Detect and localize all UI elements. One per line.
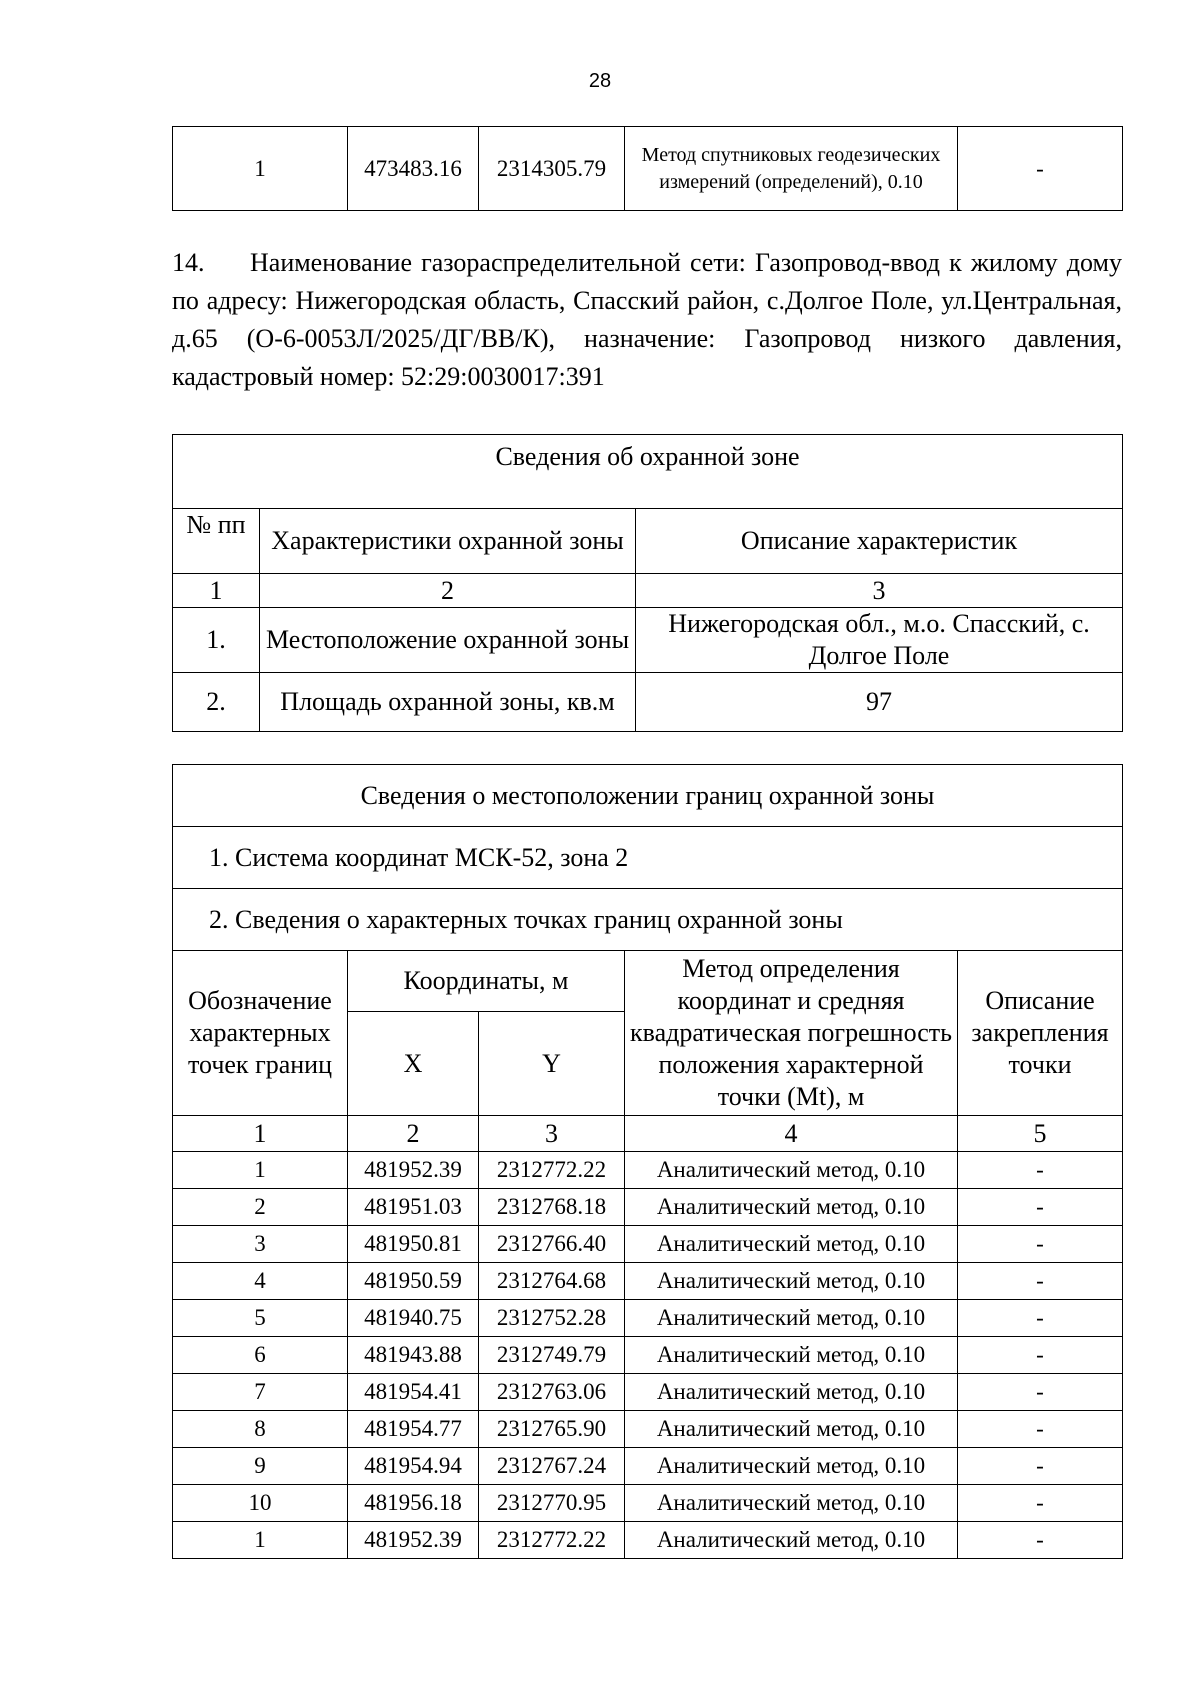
column-number-row (173, 1116, 1123, 1152)
x-cell: 481954.94 (348, 1448, 479, 1485)
header-row (173, 509, 1123, 574)
y-cell: 2312763.06 (479, 1374, 625, 1411)
fixing-cell: - (958, 1300, 1123, 1337)
column-number-row (173, 574, 1123, 608)
fixing-cell: - (958, 1226, 1123, 1263)
page-number: 28 (588, 70, 612, 92)
table-row (173, 1263, 1123, 1300)
method-cell: Метод спутниковых геодезических измерений (определений), 0.10 (625, 127, 958, 211)
column-number: 3 (479, 1116, 625, 1152)
method-cell: Аналитический метод, 0.10 (625, 1522, 958, 1559)
y-cell: 2312765.90 (479, 1411, 625, 1448)
column-number: 5 (958, 1116, 1123, 1152)
x-cell: 481943.88 (348, 1337, 479, 1374)
row-name: Местоположение охранной зоны (260, 608, 636, 673)
x-cell: 481952.39 (348, 1152, 479, 1189)
fixing-cell: - (958, 1337, 1123, 1374)
point-cell: 4 (173, 1263, 348, 1300)
section-text: Наименование газораспределительной сети: Газопровод-ввод к жилому дому по адресу: Нижегородская область, Спасский район, с.Долгое Поле, ул.Центральная, д.65 (О-6-0053Л/2025/ДГ/ВВ/К), назначение: Газопровод низкого давления, кадастровый номер: 52:29:0030017:391 (172, 248, 1122, 391)
point-cell: 1 (173, 127, 348, 211)
column-number: 4 (625, 1116, 958, 1152)
column-number: 2 (260, 574, 636, 608)
point-cell: 10 (173, 1485, 348, 1522)
fixing-cell: - (958, 1522, 1123, 1559)
table-row (173, 1448, 1123, 1485)
row-value: 97 (636, 673, 1123, 732)
fixing-cell: - (958, 1374, 1123, 1411)
y-cell: 2312764.68 (479, 1263, 625, 1300)
y-cell: 2312772.22 (479, 1152, 625, 1189)
column-number: 2 (348, 1116, 479, 1152)
table-row (173, 1411, 1123, 1448)
x-cell: 481954.41 (348, 1374, 479, 1411)
point-cell: 1 (173, 1522, 348, 1559)
header-row (173, 951, 1123, 1012)
fixing-cell: - (958, 1189, 1123, 1226)
header-fixing: Описание закрепления точки (958, 951, 1123, 1116)
fixing-cell: - (958, 1152, 1123, 1189)
x-cell: 481951.03 (348, 1189, 479, 1226)
points-title: 2. Сведения о характерных точках границ охранной зоны (173, 889, 1123, 951)
x-cell: 481954.77 (348, 1411, 479, 1448)
table-row (173, 127, 1123, 211)
table-row (173, 1337, 1123, 1374)
section-number: 14. (172, 248, 205, 277)
y-cell: 2312770.95 (479, 1485, 625, 1522)
method-cell: Аналитический метод, 0.10 (625, 1374, 958, 1411)
header-y: Y (479, 1012, 625, 1116)
y-cell: 2312749.79 (479, 1337, 625, 1374)
section-paragraph (172, 244, 1122, 396)
y-cell: 2312772.22 (479, 1522, 625, 1559)
row-value: Нижегородская обл., м.о. Спасский, с. Долгое Поле (636, 608, 1123, 673)
table-row (173, 1485, 1123, 1522)
header-x: X (348, 1012, 479, 1116)
row-name: Площадь охранной зоны, кв.м (260, 673, 636, 732)
zone-table-title: Сведения об охранной зоне (173, 435, 1123, 509)
header-coords: Координаты, м (348, 951, 625, 1012)
protection-zone-table (172, 434, 1123, 732)
x-cell: 481950.81 (348, 1226, 479, 1263)
fixing-cell: - (958, 127, 1123, 211)
point-cell: 6 (173, 1337, 348, 1374)
header-cell: Описание характеристик (636, 509, 1123, 574)
y-cell: 2312767.24 (479, 1448, 625, 1485)
y-cell: 2312768.18 (479, 1189, 625, 1226)
method-cell: Аналитический метод, 0.10 (625, 1411, 958, 1448)
method-cell: Аналитический метод, 0.10 (625, 1189, 958, 1226)
method-cell: Аналитический метод, 0.10 (625, 1263, 958, 1300)
method-cell: Аналитический метод, 0.10 (625, 1152, 958, 1189)
continuation-table (172, 126, 1123, 211)
fixing-cell: - (958, 1263, 1123, 1300)
point-cell: 8 (173, 1411, 348, 1448)
x-cell: 481940.75 (348, 1300, 479, 1337)
method-cell: Аналитический метод, 0.10 (625, 1337, 958, 1374)
method-cell: Аналитический метод, 0.10 (625, 1448, 958, 1485)
table-row (173, 1189, 1123, 1226)
method-cell: Аналитический метод, 0.10 (625, 1226, 958, 1263)
fixing-cell: - (958, 1448, 1123, 1485)
x-cell: 473483.16 (348, 127, 479, 211)
point-cell: 5 (173, 1300, 348, 1337)
column-number: 3 (636, 574, 1123, 608)
point-cell: 7 (173, 1374, 348, 1411)
table-row (173, 1152, 1123, 1189)
row-number: 1. (173, 608, 260, 673)
header-cell: № пп (173, 509, 260, 574)
column-number: 1 (173, 1116, 348, 1152)
coordinate-system: 1. Система координат МСК-52, зона 2 (173, 827, 1123, 889)
table-row (173, 1300, 1123, 1337)
fixing-cell: - (958, 1411, 1123, 1448)
table-row (173, 673, 1123, 732)
boundary-points-table (172, 764, 1123, 1559)
method-cell: Аналитический метод, 0.10 (625, 1300, 958, 1337)
table-row (173, 1374, 1123, 1411)
x-cell: 481952.39 (348, 1522, 479, 1559)
x-cell: 481950.59 (348, 1263, 479, 1300)
header-cell: Характеристики охранной зоны (260, 509, 636, 574)
column-number: 1 (173, 574, 260, 608)
fixing-cell: - (958, 1485, 1123, 1522)
y-cell: 2314305.79 (479, 127, 625, 211)
boundary-table-title: Сведения о местоположении границ охранной зоны (173, 765, 1123, 827)
row-number: 2. (173, 673, 260, 732)
table-row (173, 1522, 1123, 1559)
point-cell: 9 (173, 1448, 348, 1485)
header-point: Обозначение характерных точек границ (173, 951, 348, 1116)
table-row (173, 1226, 1123, 1263)
x-cell: 481956.18 (348, 1485, 479, 1522)
y-cell: 2312766.40 (479, 1226, 625, 1263)
method-cell: Аналитический метод, 0.10 (625, 1485, 958, 1522)
header-method: Метод определения координат и средняя квадратическая погрешность положения характерной точки (Mt), м (625, 951, 958, 1116)
point-cell: 2 (173, 1189, 348, 1226)
point-cell: 3 (173, 1226, 348, 1263)
y-cell: 2312752.28 (479, 1300, 625, 1337)
table-row (173, 608, 1123, 673)
point-cell: 1 (173, 1152, 348, 1189)
